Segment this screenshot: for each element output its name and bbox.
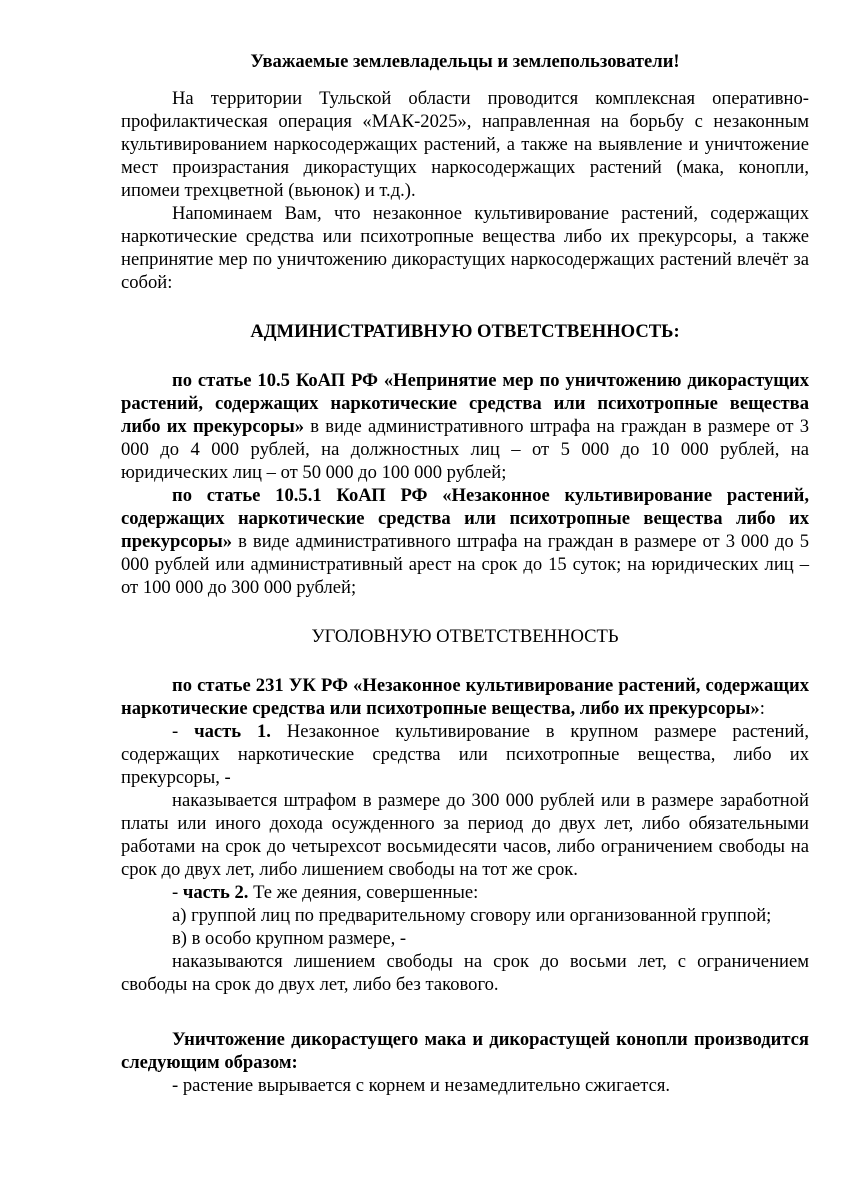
part-2-item-a: а) группой лиц по предварительному сговору или организованной группой;: [172, 905, 772, 926]
part-2-text: Те же деяния, совершенные:: [248, 882, 479, 903]
spacer: [121, 294, 809, 320]
document-page: [121, 50, 809, 1097]
article-231-colon: :: [759, 698, 765, 719]
part-2-penalty: наказываются лишением свободы на срок до восьми лет, с ограничением свободы на срок до двух лет, либо без такового.: [121, 951, 809, 995]
destruction-item: - растение вырывается с корнем и незамедлительно сжигается.: [172, 1075, 671, 1096]
spacer: [121, 599, 809, 625]
article-10-5-text: в виде административного штрафа на граждан в размере от 3 000 до 4 000 рублей, на должностных лиц – от 5 000 до 10 000 рублей, на юридических лиц – от 50 000 до 100 000 рублей;: [121, 416, 809, 483]
spacer: [121, 343, 809, 369]
part-2-item-v: в) в особо крупном размере, -: [172, 928, 407, 949]
spacer: [121, 648, 809, 674]
part-2-dash: -: [172, 882, 183, 903]
article-10-5-1-title: по статье 10.5.1 КоАП РФ «Незаконное культивирование растений, содержащих наркотические средства или психотропные вещества либо их прекурсоры»: [121, 485, 809, 552]
article-10-5-1-paragraph: [121, 484, 809, 599]
part-2-paragraph: [121, 881, 809, 904]
part-1-paragraph: [121, 720, 809, 789]
part-1-label: часть 1.: [194, 721, 271, 742]
reminder-paragraph: Напоминаем Вам, что незаконное культивирование растений, содержащих наркотические средства или психотропные вещества либо их прекурсоры, а также непринятие мер по уничтожению дикорастущих наркосодержащих растений влечёт за собой:: [121, 203, 809, 293]
intro-paragraph: На территории Тульской области проводится комплексная оперативно-профилактическая операция «МАК-2025», направленная на борьбу с незаконным культивированием наркосодержащих растений, а также на выявление и уничтожение мест произрастания дикорастущих наркосодержащих растений (мака, конопли, ипомеи трехцветной (вьюнок) и т.д.).: [121, 88, 809, 201]
part-2-label: часть 2.: [182, 882, 249, 903]
part-1-dash: -: [172, 721, 195, 742]
article-231-title: по статье 231 УК РФ «Незаконное культивирование растений, содержащих наркотические средства или психотропные вещества, либо их прекурсоры»: [121, 675, 809, 719]
article-10-5-title: по статье 10.5 КоАП РФ «Непринятие мер по уничтожению дикорастущих растений, содержащих наркотические средства или психотропные вещества либо их прекурсоры»: [121, 370, 809, 437]
admin-liability-heading: АДМИНИСТРАТИВНУЮ ОТВЕТСТВЕННОСТЬ:: [250, 321, 680, 342]
part-1-text: Незаконное культивирование в крупном размере растений, содержащих наркотические средства или психотропные вещества, либо их прекурсоры, -: [121, 721, 809, 788]
spacer: [121, 996, 809, 1028]
part-1-penalty: наказывается штрафом в размере до 300 000 рублей или в размере заработной платы или иного дохода осужденного за период до двух лет, либо обязательными работами на срок до четырехсот восьмидесяти часов, либо ограничением свободы на срок до двух лет, либо лишением свободы на тот же срок.: [121, 790, 809, 880]
article-10-5-paragraph: [121, 369, 809, 484]
article-10-5-1-text: в виде административного штрафа на граждан в размере от 3 000 до 5 000 рублей или административный арест на срок до 15 суток; на юридических лиц – от 100 000 до 300 000 рублей;: [121, 531, 809, 598]
greeting-heading: Уважаемые землевладельцы и землепользователи!: [250, 51, 680, 72]
article-231-paragraph: [121, 674, 809, 720]
criminal-liability-heading: УГОЛОВНУЮ ОТВЕТСТВЕННОСТЬ: [311, 626, 619, 647]
destruction-heading: Уничтожение дикорастущего мака и дикорастущей конопли производится следующим образом:: [121, 1029, 809, 1073]
spacer: [121, 73, 809, 87]
